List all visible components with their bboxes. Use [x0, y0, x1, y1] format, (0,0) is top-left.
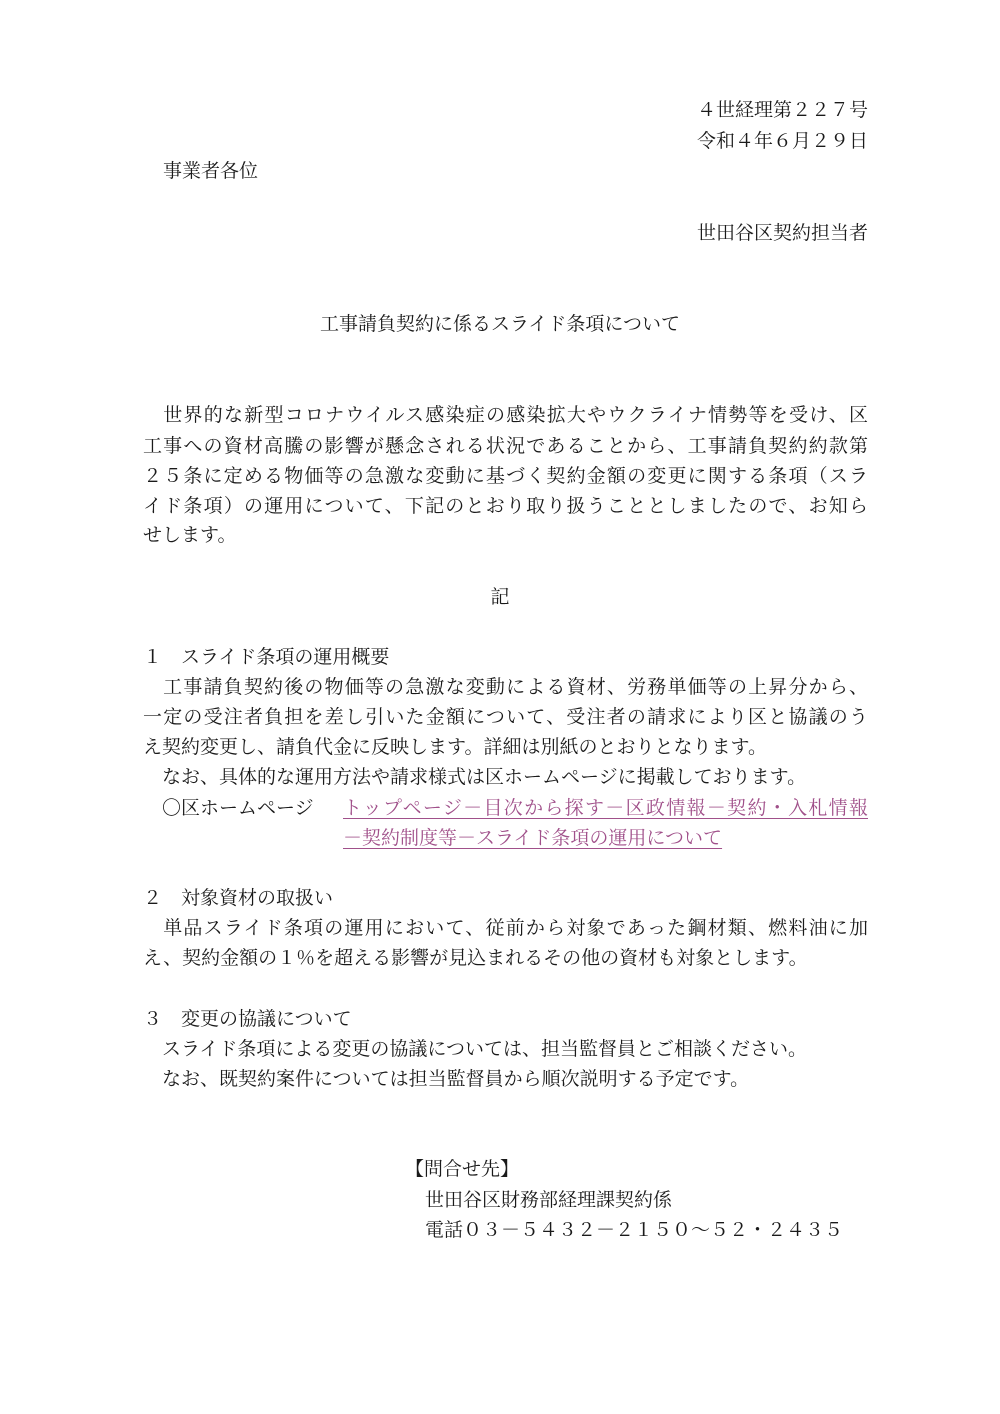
homepage-link[interactable]: [343, 795, 868, 821]
section-3-body-line: スライド条項による変更の協議については、担当監督員とご相談ください。: [143, 1038, 808, 1060]
section-1-body-line: 工事請負契約後の物価等の急激な変動による資材、労務単価等の上昇分から、: [143, 676, 868, 698]
section-2-body-line: 単品スライド条項の運用において、従前から対象であった鋼材類、燃料油に加: [143, 917, 868, 939]
contact-label: 【問合せ先】: [405, 1158, 520, 1180]
document-date: 令和４年６月２９日: [696, 130, 868, 152]
section-1-heading: １ スライド条項の運用概要: [143, 646, 390, 668]
contact-department: 世田谷区財務部経理課契約係: [425, 1189, 673, 1211]
sender: 世田谷区契約担当者: [696, 222, 868, 244]
section-1-body-line: 一定の受注者負担を差し引いた金額について、受注者の請求により区と協議のう: [143, 706, 868, 728]
section-1-body-line: なお、具体的な運用方法や請求様式は区ホームページに掲載しております。: [143, 766, 807, 788]
intro-line: イド条項）の運用について、下記のとおり取り扱うこととしましたので、お知ら: [143, 495, 868, 517]
section-3-body-line: なお、既契約案件については担当監督員から順次説明する予定です。: [143, 1068, 750, 1090]
section-3-heading: ３ 変更の協議について: [143, 1008, 352, 1030]
document-title: 工事請負契約に係るスライド条項について: [319, 313, 681, 335]
intro-line: 工事への資材高騰の影響が懸念される状況であることから、工事請負契約約款第: [143, 435, 868, 457]
section-1-body-line: え契約変更し、請負代金に反映します。詳細は別紙のとおりとなります。: [143, 736, 767, 758]
section-2-heading: ２ 対象資材の取扱い: [143, 887, 334, 909]
ki-marker: 記: [490, 586, 510, 608]
homepage-link-continued[interactable]: [343, 825, 868, 851]
intro-line: せします。: [143, 524, 237, 546]
contact-phone: 電話０３－５４３２－２１５０～５２・２４３５: [425, 1219, 844, 1241]
addressee: 事業者各位: [163, 160, 259, 182]
homepage-label: 〇区ホームページ: [143, 797, 314, 819]
intro-line: 世界的な新型コロナウイルス感染症の感染拡大やウクライナ情勢等を受け、区: [143, 404, 868, 426]
intro-line: ２５条に定める物価等の急激な変動に基づく契約金額の変更に関する条項（スラ: [143, 465, 868, 487]
document-number: ４世経理第２２７号: [696, 99, 868, 121]
homepage-link-line-2[interactable]: －契約制度等－スライド条項の運用について: [343, 827, 723, 849]
homepage-link-line-1[interactable]: トップページ－目次から探す－区政情報－契約・入札情報: [343, 797, 868, 819]
section-2-body-line: え、契約金額の１％を超える影響が見込まれるその他の資材も対象とします。: [143, 947, 808, 969]
